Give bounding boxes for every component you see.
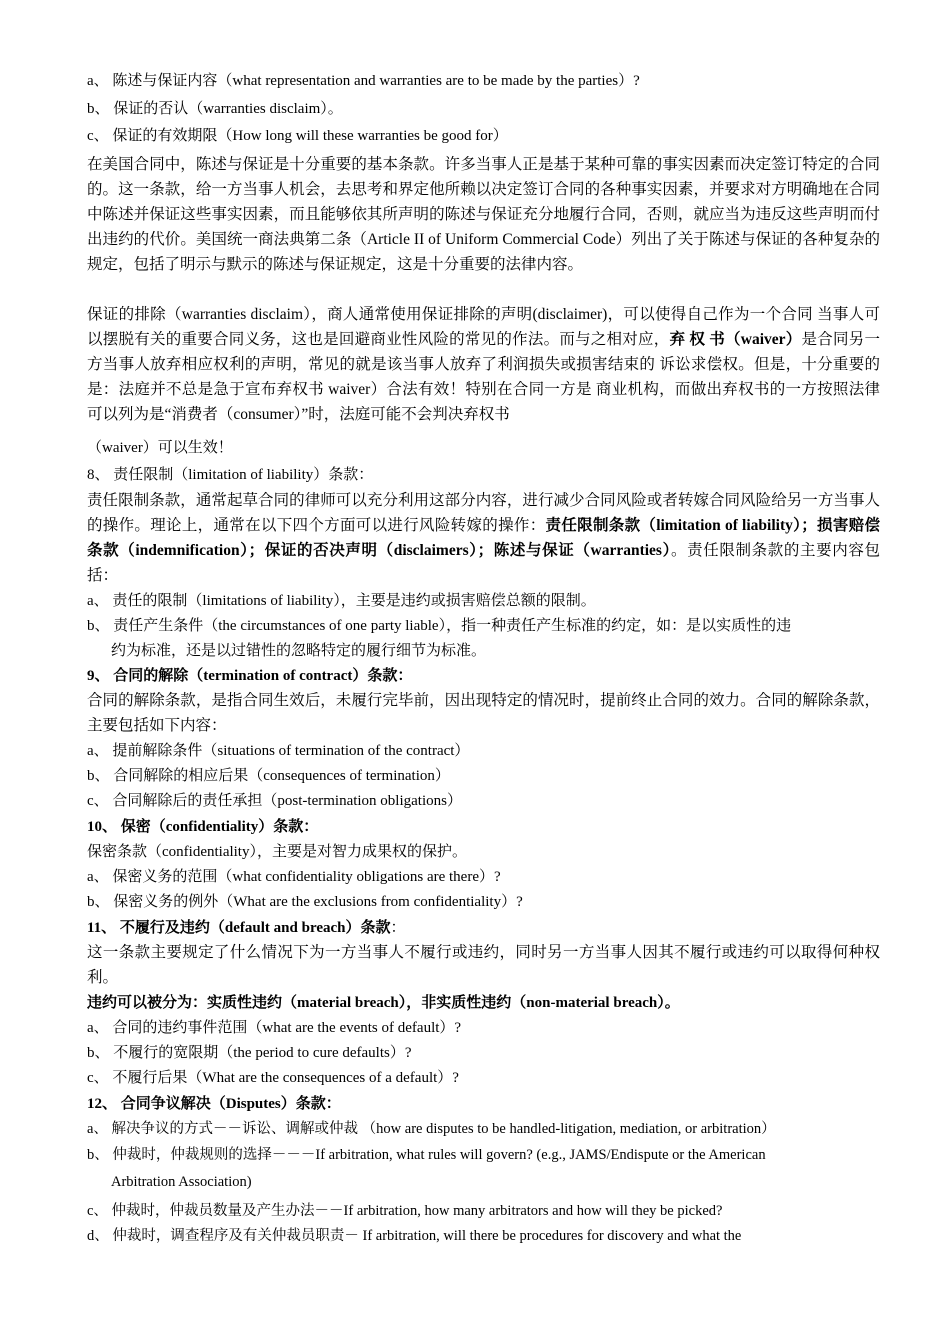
list-item: c、 不履行后果（What are the consequences of a default）?: [87, 1070, 459, 1086]
list-item: a、 合同的违约事件范围（what are the events of default）?: [87, 1020, 462, 1036]
list-item: 约为标准，还是以过错性的忽略特定的履行细节为标准。: [111, 643, 487, 659]
paragraph: 在美国合同中，陈述与保证是十分重要的基本条款。许多当事人正是基于某种可靠的事实因素而决定签订特定的合同的。这一条款，给一方当事人机会，去思考和界定他所赖以决定签订合同的各种事实因素，并要求对方明确地在合同中陈述并保证这些事实因素，而且能够依其所声明的陈述与保证充分地履行合同，否则，就应当为违反这些声明而付出违约的代价。美国统一商法典第二条（Article II of Uniform Commercial Code）列出了关于陈述与保证的各种复杂的规定，包括了明示与默示的陈述与保证规定，这是十分重要的法律内容。: [87, 156, 880, 273]
list-item: b、 不履行的宽限期（the period to cure defaults）?: [87, 1045, 412, 1061]
paragraph: 保证的排除（warranties disclaim），商人通常使用保证排除的声明(disclaimer)，可以使得自己作为一个合同 当事人可以摆脱有关的重要合同义务，这也是回避商业性风险的常见的作法。而与之相对应，弃 权 书（waiver）是合同另一方当事人放弃相应权利的声明，常见的就是该当事人放弃了利润损失或损害结束的 诉讼求偿权。但是，十分重要的是：法庭并不总是急于宣布弃权书 waiver）合法有效！特别在合同一方是 商业机构，而做出弃权书的一方按照法律可以列为是“消费者（consumer）”时，法庭可能不会判决弃权书: [87, 306, 880, 423]
list-item: a、 陈述与保证内容（what representation and warranties are to be made by the parties）?: [87, 73, 640, 89]
section-heading: 11、 不履行及违约（default and breach）条款：: [87, 920, 406, 936]
emphasis-line: 违约可以被分为：实质性违约（material breach），非实质性违约（non-material breach）。: [87, 995, 680, 1011]
section-heading: 8、 责任限制（limitation of liability）条款：: [87, 467, 374, 483]
paragraph: 合同的解除条款，是指合同生效后，未履行完毕前，因出现特定的情况时，提前终止合同的效力。合同的解除条款，主要包括如下内容：: [87, 692, 880, 734]
list-item: b、 保证的否认（warranties disclaim）。: [87, 101, 343, 117]
list-item: b、 合同解除的相应后果（consequences of termination）: [87, 768, 450, 784]
list-item: b、 保密义务的例外（What are the exclusions from confidentiality）?: [87, 894, 523, 910]
list-item: c、 保证的有效期限（How long will these warranties be good for）: [87, 128, 508, 144]
list-item: b、 仲裁时，仲裁规则的选择－－－If arbitration, what rules will govern? (e.g., JAMS/Endispute or the American: [87, 1147, 766, 1163]
paragraph: 责任限制条款，通常起草合同的律师可以充分利用这部分内容，进行减少合同风险或者转嫁合同风险给另一方当事人的操作。理论上，通常在以下四个方面可以进行风险转嫁的操作：责任限制条款（limitation of liability）；损害赔偿条款（indemnification）；保证的否决声明（disclaimers）；陈述与保证（warranties）。责任限制条款的主要内容包括：: [87, 492, 880, 584]
list-item: a、 保密义务的范围（what confidentiality obligations are there）?: [87, 869, 501, 885]
list-item: a、 责任的限制（limitations of liability），主要是违约或损害赔偿总额的限制。: [87, 593, 596, 609]
list-item: c、 仲裁时，仲裁员数量及产生办法－－If arbitration, how many arbitrators and how will they be picked?: [87, 1203, 723, 1219]
section-heading: 10、 保密（confidentiality）条款：: [87, 819, 319, 835]
list-item: d、 仲裁时，调查程序及有关仲裁员职责－ If arbitration, will there be procedures for discovery and what the: [87, 1228, 742, 1244]
list-item: c、 合同解除后的责任承担（post-termination obligations）: [87, 793, 462, 809]
list-item: a、 提前解除条件（situations of termination of the contract）: [87, 743, 470, 759]
paragraph: 保密条款（confidentiality），主要是对智力成果权的保护。: [87, 844, 467, 860]
list-item: Arbitration Association): [111, 1174, 252, 1190]
section-heading: 12、 合同争议解决（Disputes）条款：: [87, 1096, 341, 1112]
list-item: a、 解决争议的方式－－诉讼、调解或仲裁 （how are disputes to be handled-litigation, mediation, or arbitration）: [87, 1121, 776, 1137]
section-heading: 9、 合同的解除（termination of contract）条款：: [87, 668, 413, 684]
list-item: b、 责任产生条件（the circumstances of one party liable），指一种责任产生标准的约定，如：是以实质性的违: [87, 618, 792, 634]
paragraph: 这一条款主要规定了什么情况下为一方当事人不履行或违约，同时另一方当事人因其不履行或违约可以取得何种权利。: [87, 944, 880, 986]
paragraph-end: （waiver）可以生效！: [87, 440, 233, 456]
